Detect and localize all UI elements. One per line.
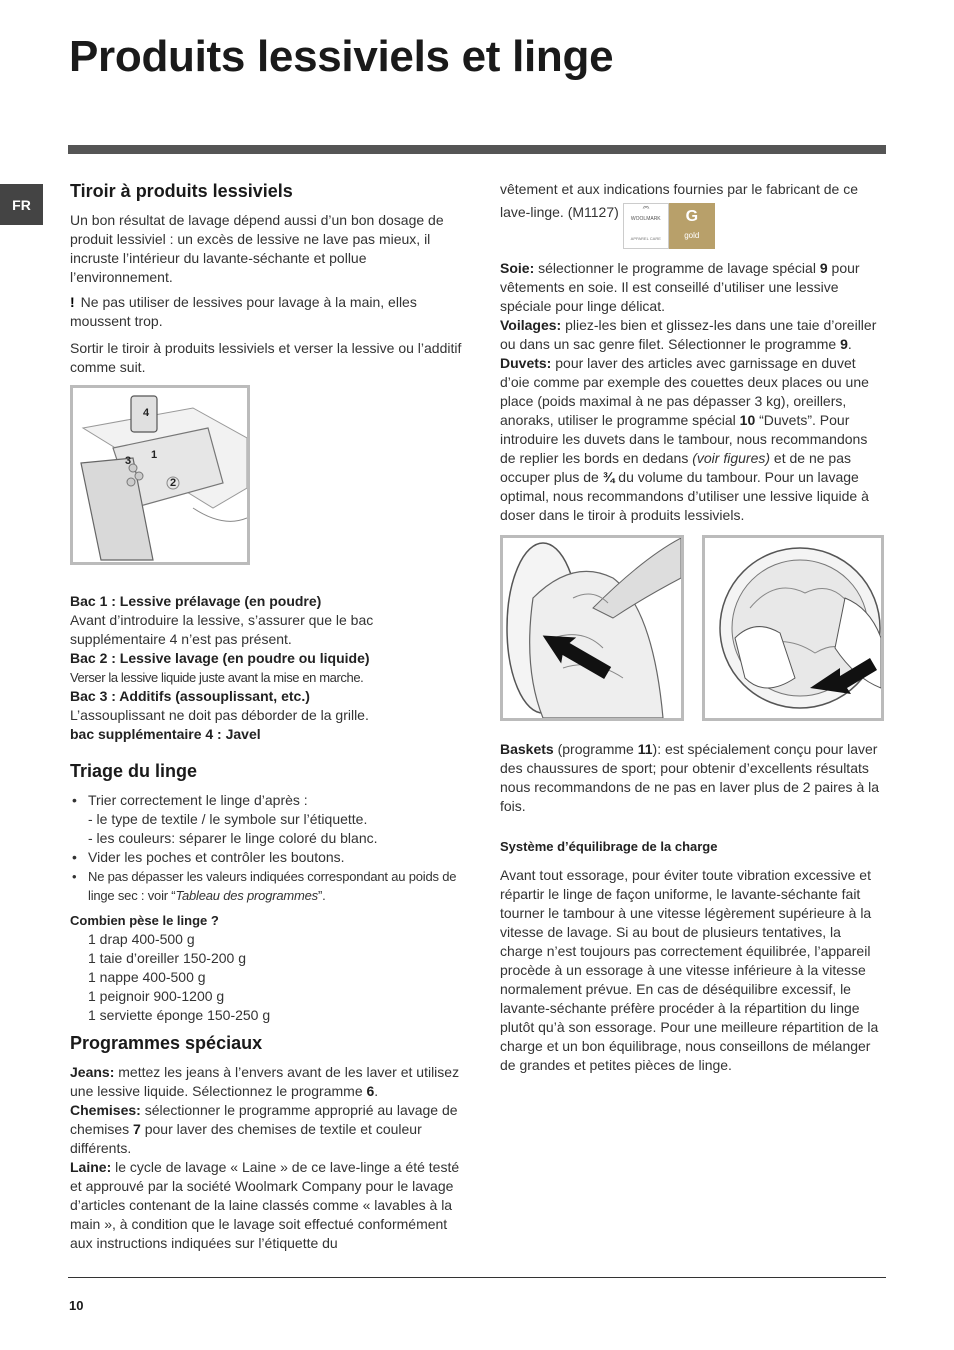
duvet-figures — [500, 535, 886, 721]
tiroir-warning: ! Ne pas utiliser de lessives pour lavage à la main, elles moussent trop. — [70, 294, 417, 329]
gold-badge: G gold — [669, 203, 715, 249]
woolmark-logo: WOOLMARK APPAREL CARE — [623, 203, 669, 249]
list-item: • Ne pas dépasser les valeurs indiquées correspondant au poids de linge sec : voir “Tableau des programmes”. — [70, 867, 462, 905]
section-heading-speciaux: Programmes spéciaux — [70, 1033, 263, 1053]
drawer-figure — [70, 385, 250, 565]
certification-logos — [623, 203, 715, 249]
duvet-figure-2 — [702, 535, 884, 721]
list-item: 1 nappe 400-500 g — [88, 969, 206, 985]
weights-title: Combien pèse le linge ? — [70, 913, 219, 928]
chemises-paragraph: Chemises: sélectionner le programme approprié au lavage de chemises 7 pour laver des chemises de textile et couleur différents. — [70, 1102, 458, 1156]
warning-icon: ! — [70, 294, 75, 310]
baskets-paragraph: Baskets (programme 11): est spécialement conçu pour laver des chaussures de sport; pour obtenir d’excellents résultats nous recommandons de ne pas en laver plus de 2 paires à la fois. — [500, 741, 880, 814]
header-rule — [68, 145, 886, 154]
bac3-title: Bac 3 : Additifs (assouplissant, etc.) — [70, 688, 310, 704]
tiroir-intro: Un bon résultat de lavage dépend aussi d’un bon dosage de produit lessiviel : un excès de lessive ne lave pas mieux, il incruste l’intérieur du lavante-séchante et pollue l’environnement. — [70, 212, 444, 285]
left-column — [70, 180, 462, 1253]
gold-g-icon: G — [685, 208, 699, 225]
list-item: 1 drap 400-500 g — [88, 931, 195, 947]
section-heading-tiroir: Tiroir à produits lessiviels — [70, 181, 293, 201]
list-item: 1 taie d’oreiller 150-200 g — [88, 950, 246, 966]
duvet-figure-1 — [500, 535, 684, 721]
page-title: Produits lessiviels et linge — [69, 32, 614, 81]
bac2-title: Bac 2 : Lessive lavage (en poudre ou liquide) — [70, 650, 370, 666]
duvet-loading-illustration — [503, 538, 681, 718]
language-tab: FR — [0, 184, 43, 225]
figure-label-3: 3 — [125, 455, 132, 467]
list-subitem: - les couleurs: séparer le linge coloré du blanc. — [88, 830, 378, 846]
laine-certification: lave-linge. (M1127) WOOLMARK APPAREL CARE G gold — [500, 203, 886, 249]
laine-continued: vêtement et aux indications fournies par le fabricant de ce — [500, 181, 858, 197]
bac4-title: bac supplémentaire 4 : Javel — [70, 726, 261, 742]
bac1-text: Avant d’introduire la lessive, s’assurer que le bac supplémentaire 4 n’est pas présent. — [70, 612, 374, 647]
equilibrage-heading: Système d’équilibrage de la charge — [500, 839, 718, 854]
jeans-paragraph: Jeans: mettez les jeans à l’envers avant de les laver et utilisez une lessive liquide. Sélectionnez le programme 6. — [70, 1064, 460, 1099]
list-subitem: - le type de textile / le symbole sur l’étiquette. — [88, 811, 368, 827]
bac1-title: Bac 1 : Lessive prélavage (en poudre) — [70, 593, 322, 609]
duvets-paragraph: Duvets: pour laver des articles avec garnissage en duvet d’oie comme par exemple des couettes deux places ou une place (poids maximal à ne pas dépasser 3 kg), oreillers, anoraks, utiliser le programme spécial 10 “Duvets”. Pour introduire les duvets dans le tambour, nous recommandons de replier les bords en dedans (voir figures) et de ne pas occuper plus de ¾ du volume du tambour. Pour un lavage optimal, nous recommandons d’utiliser une lessive liquide à doser dans le tiroir à produits lessiviels. — [500, 355, 869, 523]
page-number: 10 — [69, 1298, 84, 1313]
soie-paragraph: Soie: sélectionner le programme de lavage spécial 9 pour vêtements en soie. Il est conseillé d’utiliser une lessive spéciale pour linge délicat. — [500, 260, 860, 314]
list-item: • Vider les poches et contrôler les boutons. — [70, 848, 462, 867]
figure-label-1: 1 — [151, 449, 158, 461]
equilibrage-text: Avant tout essorage, pour éviter toute vibration excessive et répartir le linge de façon uniforme, le lavante-séchante fait tourner le tambour à une vitesse légèrement supérieure à la vitesse de lavage. Si au bout de plusieurs tentatives, la charge n’est toujours pas correctement équilibrée, l’appareil procède à un essorage à une vitesse inférieure à la vitesse normalement prévue. En cas de déséquilibre excessif, le lavante-séchante préfère procéder à la répartition du linge plutôt qu’à son essorage. Pour une meilleure répartition de la charge et un bon équilibrage, nous conseillons de mélanger de grandes et petites pièces de linge. — [500, 867, 879, 1073]
laine-paragraph: Laine: le cycle de lavage « Laine » de ce lave-linge a été testé et approuvé par la société Woolmark Company pour le lavage d’articles contenant de la laine classés comme « lavables à la main », à condition que le lavage soit effectué conformément aux instructions indiquées sur l’étiquette du — [70, 1159, 460, 1251]
figure-label-4: 4 — [143, 407, 150, 419]
right-column — [500, 180, 886, 1075]
tiroir-instruction: Sortir le tiroir à produits lessiviels et verser la lessive ou l’additif comme suit. — [70, 340, 462, 375]
duvet-folding-illustration — [705, 538, 881, 718]
bac3-text: L’assouplissant ne doit pas déborder de la grille. — [70, 707, 369, 723]
bac2-text: Verser la lessive liquide juste avant la mise en marche. — [70, 670, 364, 685]
section-heading-triage: Triage du linge — [70, 761, 198, 781]
list-item: 1 peignoir 900-1200 g — [88, 988, 225, 1004]
figure-label-2: 2 — [170, 477, 177, 489]
footer-rule — [68, 1277, 886, 1278]
detergent-drawer-illustration — [73, 388, 247, 562]
triage-list — [70, 791, 462, 905]
list-item: • Trier correctement le linge d’après : - le type de textile / le symbole sur l’étiquette. - les couleurs: séparer le linge coloré du blanc. — [70, 791, 462, 848]
voilages-paragraph: Voilages: pliez-les bien et glissez-les dans une taie d’oreiller ou dans un sac genre filet. Sélectionner le programme 9. — [500, 317, 877, 352]
list-item: 1 serviette éponge 150-250 g — [88, 1007, 271, 1023]
weights-list — [70, 930, 462, 1025]
